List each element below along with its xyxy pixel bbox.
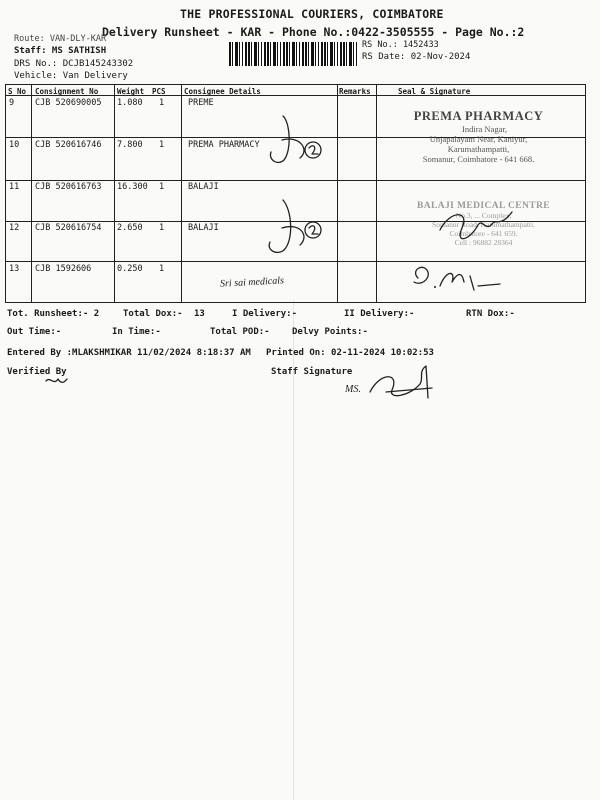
stamp-name: PREMA PHARMACY [413,109,544,123]
row-pcs: 1 [159,223,165,233]
header-remarks: Remarks [339,87,371,96]
total-dox-label: Total Dox:- [123,309,183,319]
tot-runsheet: Tot. Runsheet:- 2 [7,309,100,319]
header-consignment: Consignment No [35,87,99,96]
ms-sign: MS. [345,384,361,395]
row-consignment: CJB 520690005 [35,98,102,108]
drs-number: DRS No.: DCJB145243302 [14,59,134,69]
i-delivery: I Delivery:- [232,309,298,319]
stamp-line: No.3, ... Complex, [455,211,512,220]
row-sno: 13 [9,264,20,274]
row-pcs: 1 [159,98,165,108]
rs-date: RS Date: 02-Nov-2024 [362,52,471,62]
row-sno: 11 [9,182,20,192]
staff-signature-label: Staff Signature [271,367,353,377]
stamp-line: Coimbatore - 641 659. [449,229,518,238]
handwritten-note: Sri sai medicals [219,275,285,290]
row-consignment: CJB 1592606 [35,264,92,274]
route-label: Route: VAN-DLY-KAR [14,34,107,44]
rtn-dox: RTN Dox:- [466,309,515,319]
company-title: THE PROFESSIONAL COURIERS, COIMBATORE [180,7,444,21]
verified-by: Verified By [7,367,67,377]
rs-number: RS No.: 1452433 [362,40,439,50]
header-pcs: PCS [152,87,166,96]
in-time: In Time:- [112,327,161,337]
verified-by-scribble [46,379,67,382]
stamp-line: Indira Nagar, [462,124,507,134]
row-weight: 16.300 [117,182,148,192]
runsheet-title: Delivery Runsheet - KAR - Phone No.:0422-3505555 - Page No.:2 [102,25,525,39]
header-sno: S No [8,87,27,96]
row-consignee: BALAJI [188,182,219,192]
row-consignee: BALAJI [188,223,219,233]
delvy-points: Delvy Points:- [292,327,368,337]
row-weight: 1.080 [117,98,143,108]
row-consignee: PREME [188,98,214,108]
row-consignment: CJB 520616754 [35,223,102,233]
row-pcs: 1 [159,264,165,274]
row13-signature [414,267,500,290]
delivery-mark-signature [270,116,321,162]
row-pcs: 1 [159,182,165,192]
delivery-mark-signature [269,200,321,252]
header-consignee: Consignee Details [184,87,261,96]
staff-signature-scribble [370,366,432,398]
row-consignee: PREMA PHARMACY [188,140,260,150]
total-dox-value: 13 [194,309,205,319]
row-consignment: CJB 520616763 [35,182,102,192]
stamp-line: Unjapalayam Near, Kaniyur, [429,134,528,144]
row-weight: 7.800 [117,140,143,150]
row-sno: 12 [9,223,20,233]
stamp-line: Somanur Road, Karumathampatti, [432,220,535,229]
vehicle-label: Vehicle: Van Delivery [14,71,128,81]
row-weight: 2.650 [117,223,143,233]
ii-delivery: II Delivery:- [344,309,415,319]
row-pcs: 1 [159,140,165,150]
row-sno: 10 [9,140,20,150]
row-sno: 9 [9,98,15,108]
header-seal: Seal & Signature [398,87,471,96]
row-weight: 0.250 [117,264,143,274]
header-weight: Weight [117,87,145,96]
printed-on: Printed On: 02-11-2024 10:02:53 [266,348,434,358]
staff-label: Staff: MS SATHISH [14,46,107,56]
balaji-signature [440,212,512,239]
stamp-name: BALAJI MEDICAL CENTRE [417,201,550,211]
stamp-line: Somanur, Coimbatore - 641 668. [422,154,535,164]
out-time: Out Time:- [7,327,62,337]
stamp-line: Cell : 96882 28364 [454,238,513,247]
row-consignment: CJB 520616746 [35,140,102,150]
stamp-line: Karumathampatti, [447,144,510,154]
total-pod: Total POD:- [210,327,270,337]
entered-by: Entered By :MLAKSHMIKAR 11/02/2024 8:18:37 AM [7,348,251,358]
